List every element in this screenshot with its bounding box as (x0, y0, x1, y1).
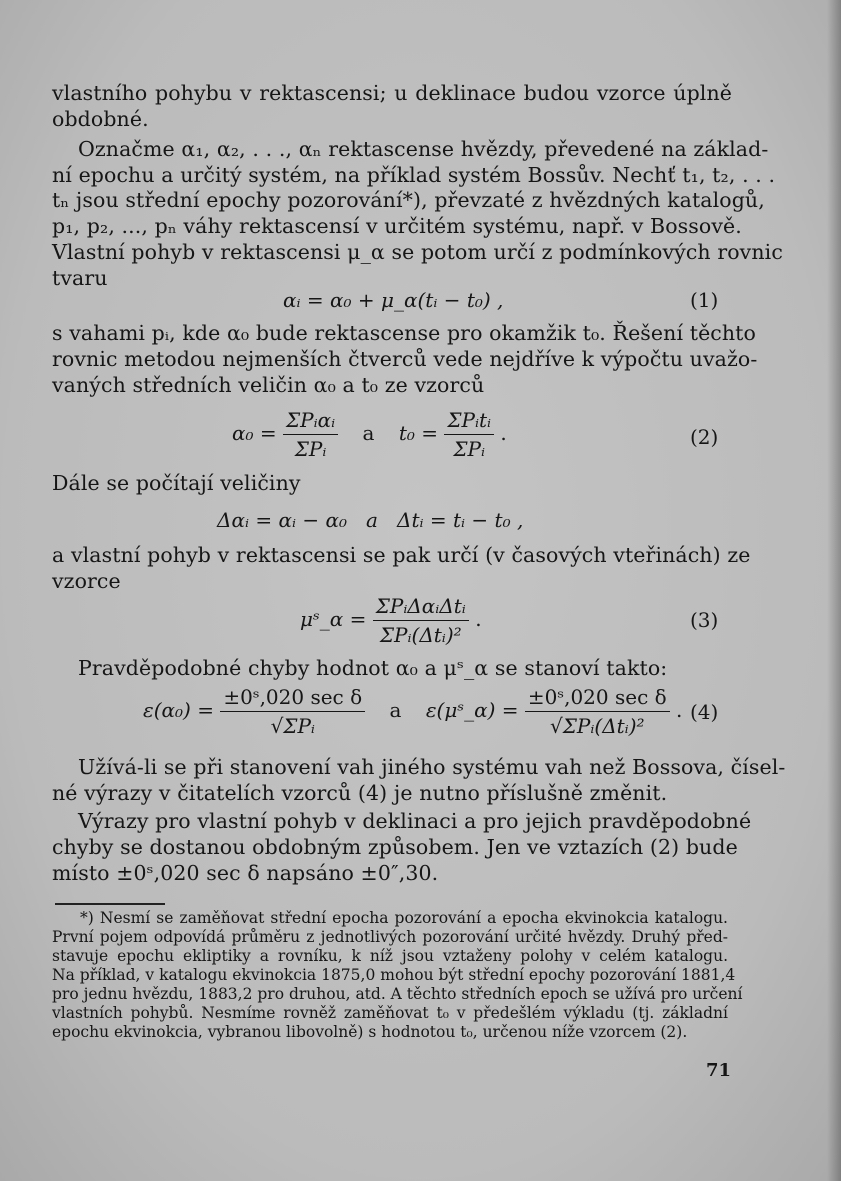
eq2-a0-lhs: α₀ = (232, 421, 277, 445)
footnote-rule (55, 903, 165, 905)
text-line: Vlastní pohyb v rektascensi μ_α se potom určí z podmínkových rovnic (52, 240, 783, 264)
fraction (283, 408, 338, 461)
text-line: vaných středních veličin α₀ a t₀ ze vzorců (52, 373, 485, 397)
text-line: chyby se dostanou obdobným způsobem. Jen ve vztazích (2) bude (52, 835, 738, 859)
numerator: ±0ˢ,020 sec δ (220, 685, 365, 712)
period: . (500, 421, 507, 445)
denominator: ΣPᵢ(Δtᵢ)² (379, 623, 462, 647)
text-line: a vlastní pohyb v rektascensi se pak určí (v časových vteřinách) ze (52, 543, 751, 567)
fraction (444, 408, 494, 461)
denominator: √ΣPᵢ (270, 714, 315, 738)
equation-3 (300, 594, 482, 647)
eq3-lhs: μˢ_α = (300, 607, 367, 631)
text-line: vzorce (52, 569, 121, 593)
footnote-line: epochu ekvinokcia, vybranou libovolně) s hodnotou t₀, určenou níže vzorcem (2). (52, 1023, 688, 1041)
text-line: Pravděpodobné chyby hodnot α₀ a μˢ_α se stanoví takto: (78, 656, 668, 680)
denominator: √ΣPᵢ(Δtᵢ)² (550, 714, 645, 738)
footnote-line: Na příklad, v katalogu ekvinokcia 1875,0 mohou být střední epochy pozorování 1881,4 (52, 966, 736, 984)
text-line: s vahami pᵢ, kde α₀ bude rektascense pro okamžik t₀. Řešení těchto (52, 321, 756, 345)
footnote-line: pro jednu hvězdu, 1883,2 pro druhou, atd. A těchto středních epoch se užívá pro určení (52, 985, 743, 1003)
text-line: Dále se počítají veličiny (52, 471, 301, 495)
denominator: ΣPᵢ (294, 437, 327, 461)
eq4-left-lhs: ε(α₀) = (143, 698, 214, 722)
page-number: 71 (706, 1060, 732, 1081)
numerator: ±0ˢ,020 sec δ (525, 685, 670, 712)
equation-4 (143, 685, 682, 738)
text-line: tₙ jsou střední epochy pozorování*), převzaté z hvězdných katalogů, (52, 188, 765, 212)
equation-number: (4) (690, 700, 719, 724)
denominator: ΣPᵢ (453, 437, 485, 461)
text-line: tvaru (52, 266, 108, 290)
period: . (475, 607, 482, 631)
text-line: Označme α₁, α₂, . . ., αₙ rektascense hvězdy, převedené na základ- (78, 137, 769, 161)
text-line: vlastního pohybu v rektascensi; u deklinace budou vzorce úplně (52, 81, 732, 105)
conjunction: a (362, 421, 375, 445)
fraction (373, 594, 469, 647)
text-line: né výrazy v čitatelích vzorců (4) je nutno příslušně změnit. (52, 781, 668, 805)
numerator: ΣPᵢΔαᵢΔtᵢ (373, 594, 469, 621)
page-edge-shadow (827, 0, 841, 1181)
period: . (676, 698, 683, 722)
numerator: ΣPᵢαᵢ (283, 408, 338, 435)
footnote-line: stavuje epochu ekliptiky a rovníku, k níž jsou vztaženy polohy v celém katalogu. (52, 947, 728, 965)
eq2-t0-lhs: t₀ = (398, 421, 438, 445)
footnote-line: vlastních pohybů. Nesmíme rovněž zaměňovat t₀ v předešlém výkladu (tj. základní (52, 1004, 728, 1022)
text-line: místo ±0ˢ,020 sec δ napsáno ±0″,30. (52, 861, 439, 885)
equation-number: (1) (690, 288, 719, 312)
equation-1: αᵢ = α₀ + μ_α(tᵢ − t₀) , (283, 288, 504, 312)
text-line: ní epochu a určitý systém, na příklad systém Bossův. Nechť t₁, t₂, . . . (52, 163, 776, 187)
text-line: Užívá-li se při stanovení vah jiného systému vah než Bossova, čísel- (78, 755, 786, 779)
equation-number: (3) (690, 608, 719, 632)
text-line: Výrazy pro vlastní pohyb v deklinaci a pro jejich pravděpodobné (78, 809, 752, 833)
conjunction: a (389, 698, 402, 722)
equation-delta: Δαᵢ = αᵢ − α₀ a Δtᵢ = tᵢ − t₀ , (217, 508, 524, 532)
text-line: p₁, p₂, ..., pₙ váhy rektascensí v určitém systému, např. v Bossově. (52, 214, 742, 238)
footnote-line: První pojem odpovídá průměru z jednotlivých pozorování určité hvězdy. Druhý před- (52, 928, 728, 946)
fraction (525, 685, 670, 738)
text-line: rovnic metodou nejmenších čtverců vede nejdříve k výpočtu uvažo- (52, 347, 758, 371)
equation-number: (2) (690, 425, 719, 449)
numerator: ΣPᵢtᵢ (444, 408, 494, 435)
footnote-line: *) Nesmí se zaměňovat střední epocha pozorování a epocha ekvinokcia katalogu. (80, 909, 728, 927)
text-line: obdobné. (52, 107, 149, 131)
eq4-right-lhs: ε(μˢ_α) = (425, 698, 519, 722)
equation-2 (232, 408, 507, 461)
fraction (220, 685, 365, 738)
